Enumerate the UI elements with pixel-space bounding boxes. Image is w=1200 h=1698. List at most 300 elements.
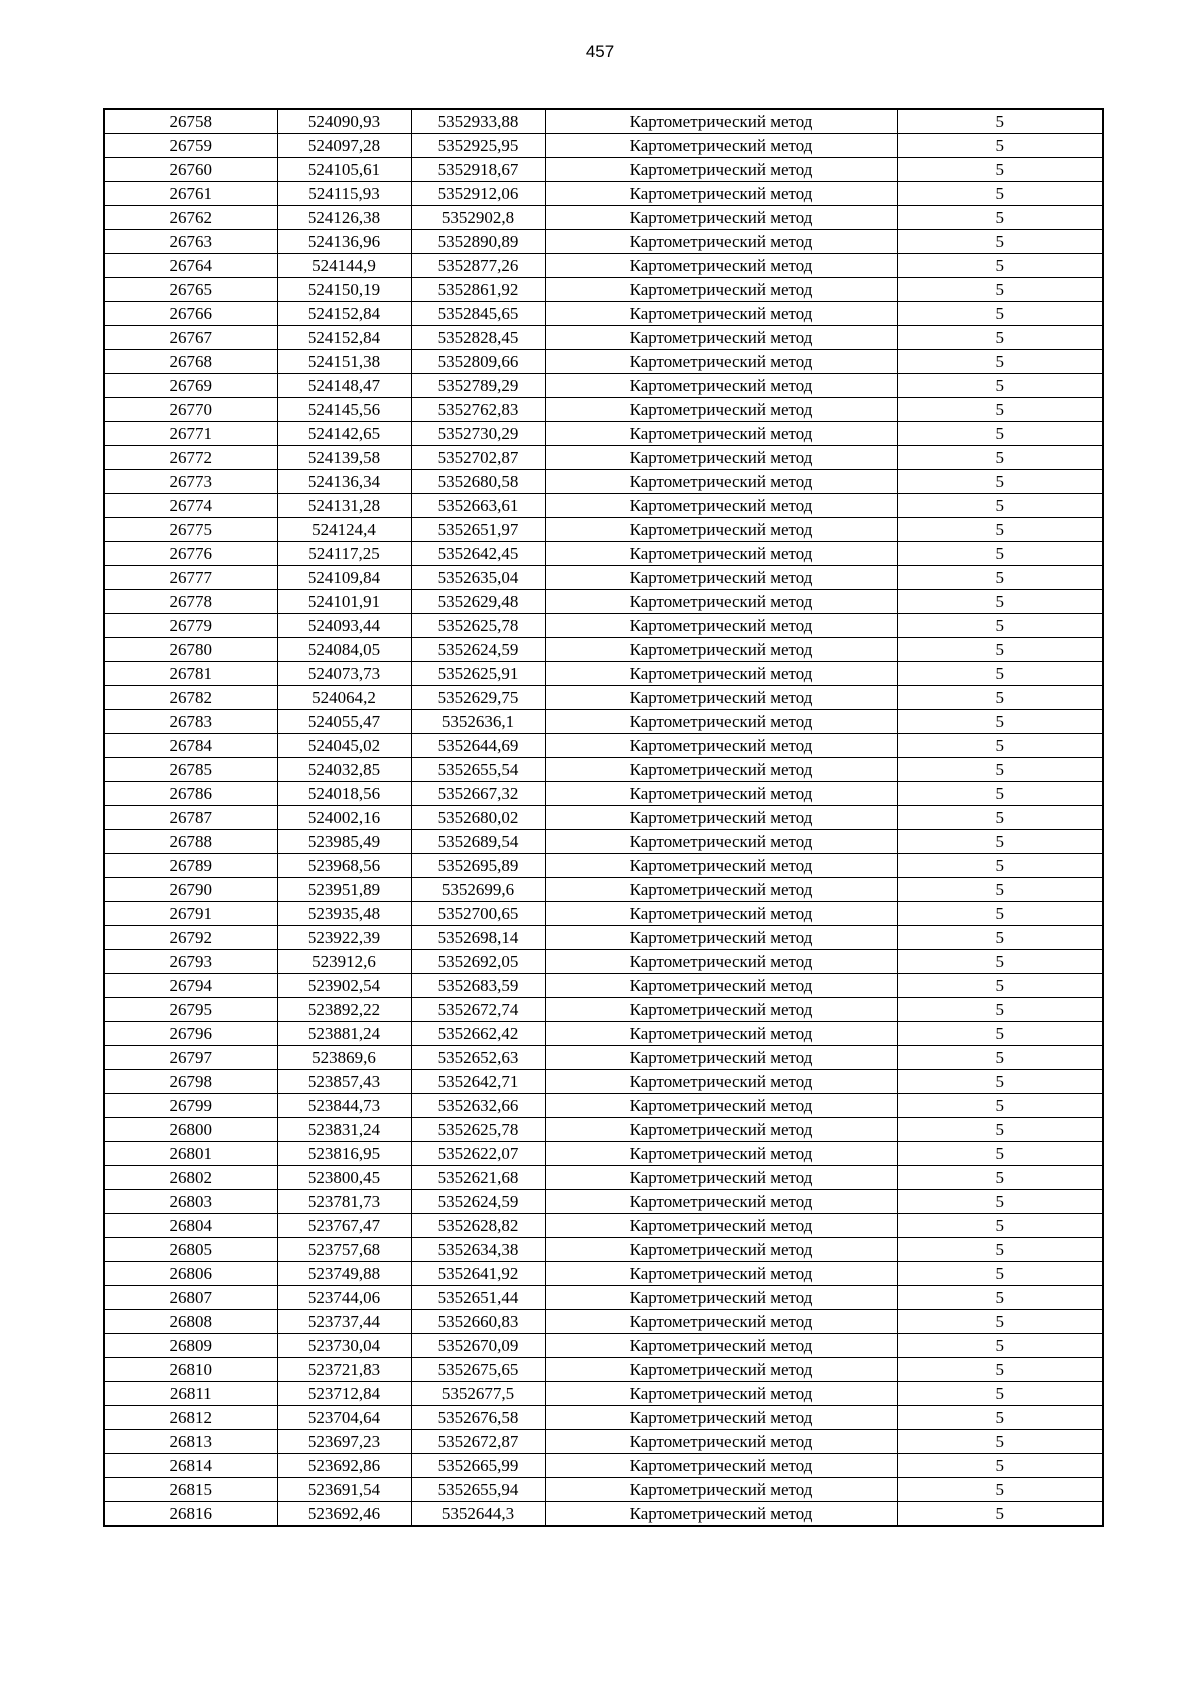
point-number-cell: 26770 [104, 398, 277, 422]
accuracy-cell: 5 [897, 158, 1103, 182]
method-cell: Картометрический метод [545, 1238, 897, 1262]
method-cell: Картометрический метод [545, 1406, 897, 1430]
y-coordinate-cell: 5352672,74 [411, 998, 545, 1022]
method-cell: Картометрический метод [545, 878, 897, 902]
x-coordinate-cell: 523697,23 [277, 1430, 411, 1454]
y-coordinate-cell: 5352642,71 [411, 1070, 545, 1094]
y-coordinate-cell: 5352667,32 [411, 782, 545, 806]
table-row [104, 1022, 1103, 1046]
y-coordinate-cell: 5352628,82 [411, 1214, 545, 1238]
method-cell: Картометрический метод [545, 1358, 897, 1382]
y-coordinate-cell: 5352665,99 [411, 1454, 545, 1478]
method-cell: Картометрический метод [545, 158, 897, 182]
table-row [104, 614, 1103, 638]
table-row [104, 1142, 1103, 1166]
method-cell: Картометрический метод [545, 1502, 897, 1527]
accuracy-cell: 5 [897, 446, 1103, 470]
y-coordinate-cell: 5352624,59 [411, 638, 545, 662]
method-cell: Картометрический метод [545, 806, 897, 830]
table-row [104, 542, 1103, 566]
method-cell: Картометрический метод [545, 1070, 897, 1094]
y-coordinate-cell: 5352675,65 [411, 1358, 545, 1382]
x-coordinate-cell: 524064,2 [277, 686, 411, 710]
table-row [104, 998, 1103, 1022]
table-row [104, 374, 1103, 398]
y-coordinate-cell: 5352918,67 [411, 158, 545, 182]
x-coordinate-cell: 524126,38 [277, 206, 411, 230]
point-number-cell: 26784 [104, 734, 277, 758]
accuracy-cell: 5 [897, 326, 1103, 350]
table-row [104, 1046, 1103, 1070]
y-coordinate-cell: 5352828,45 [411, 326, 545, 350]
y-coordinate-cell: 5352663,61 [411, 494, 545, 518]
accuracy-cell: 5 [897, 854, 1103, 878]
coordinates-table-body [104, 109, 1103, 1526]
accuracy-cell: 5 [897, 1406, 1103, 1430]
x-coordinate-cell: 523692,86 [277, 1454, 411, 1478]
method-cell: Картометрический метод [545, 1262, 897, 1286]
table-row [104, 662, 1103, 686]
y-coordinate-cell: 5352655,94 [411, 1478, 545, 1502]
point-number-cell: 26813 [104, 1430, 277, 1454]
y-coordinate-cell: 5352680,58 [411, 470, 545, 494]
table-row [104, 446, 1103, 470]
accuracy-cell: 5 [897, 686, 1103, 710]
point-number-cell: 26777 [104, 566, 277, 590]
x-coordinate-cell: 524117,25 [277, 542, 411, 566]
x-coordinate-cell: 524152,84 [277, 302, 411, 326]
accuracy-cell: 5 [897, 230, 1103, 254]
point-number-cell: 26800 [104, 1118, 277, 1142]
method-cell: Картометрический метод [545, 134, 897, 158]
point-number-cell: 26801 [104, 1142, 277, 1166]
table-row [104, 422, 1103, 446]
y-coordinate-cell: 5352762,83 [411, 398, 545, 422]
table-row [104, 1238, 1103, 1262]
method-cell: Картометрический метод [545, 1454, 897, 1478]
y-coordinate-cell: 5352809,66 [411, 350, 545, 374]
y-coordinate-cell: 5352625,78 [411, 1118, 545, 1142]
method-cell: Картометрический метод [545, 1046, 897, 1070]
point-number-cell: 26768 [104, 350, 277, 374]
method-cell: Картометрический метод [545, 518, 897, 542]
x-coordinate-cell: 523730,04 [277, 1334, 411, 1358]
table-row [104, 734, 1103, 758]
x-coordinate-cell: 523691,54 [277, 1478, 411, 1502]
y-coordinate-cell: 5352670,09 [411, 1334, 545, 1358]
accuracy-cell: 5 [897, 182, 1103, 206]
x-coordinate-cell: 524090,93 [277, 109, 411, 134]
point-number-cell: 26797 [104, 1046, 277, 1070]
method-cell: Картометрический метод [545, 1214, 897, 1238]
y-coordinate-cell: 5352789,29 [411, 374, 545, 398]
accuracy-cell: 5 [897, 1070, 1103, 1094]
y-coordinate-cell: 5352629,75 [411, 686, 545, 710]
accuracy-cell: 5 [897, 662, 1103, 686]
point-number-cell: 26787 [104, 806, 277, 830]
table-row [104, 926, 1103, 950]
point-number-cell: 26807 [104, 1286, 277, 1310]
method-cell: Картометрический метод [545, 182, 897, 206]
x-coordinate-cell: 524018,56 [277, 782, 411, 806]
method-cell: Картометрический метод [545, 854, 897, 878]
page-number: 457 [585, 42, 615, 61]
accuracy-cell: 5 [897, 1214, 1103, 1238]
x-coordinate-cell: 524115,93 [277, 182, 411, 206]
table-row [104, 782, 1103, 806]
x-coordinate-cell: 524142,65 [277, 422, 411, 446]
x-coordinate-cell: 524084,05 [277, 638, 411, 662]
method-cell: Картометрический метод [545, 278, 897, 302]
point-number-cell: 26810 [104, 1358, 277, 1382]
method-cell: Картометрический метод [545, 230, 897, 254]
x-coordinate-cell: 523869,6 [277, 1046, 411, 1070]
accuracy-cell: 5 [897, 350, 1103, 374]
method-cell: Картометрический метод [545, 1430, 897, 1454]
point-number-cell: 26760 [104, 158, 277, 182]
x-coordinate-cell: 523816,95 [277, 1142, 411, 1166]
accuracy-cell: 5 [897, 830, 1103, 854]
accuracy-cell: 5 [897, 1118, 1103, 1142]
method-cell: Картометрический метод [545, 638, 897, 662]
x-coordinate-cell: 524002,16 [277, 806, 411, 830]
method-cell: Картометрический метод [545, 422, 897, 446]
y-coordinate-cell: 5352890,89 [411, 230, 545, 254]
point-number-cell: 26764 [104, 254, 277, 278]
coordinates-table [103, 108, 1104, 1527]
accuracy-cell: 5 [897, 470, 1103, 494]
point-number-cell: 26783 [104, 710, 277, 734]
table-row [104, 566, 1103, 590]
point-number-cell: 26792 [104, 926, 277, 950]
y-coordinate-cell: 5352845,65 [411, 302, 545, 326]
x-coordinate-cell: 523757,68 [277, 1238, 411, 1262]
table-row [104, 1262, 1103, 1286]
accuracy-cell: 5 [897, 806, 1103, 830]
y-coordinate-cell: 5352702,87 [411, 446, 545, 470]
y-coordinate-cell: 5352689,54 [411, 830, 545, 854]
point-number-cell: 26793 [104, 950, 277, 974]
table-row [104, 590, 1103, 614]
accuracy-cell: 5 [897, 734, 1103, 758]
point-number-cell: 26786 [104, 782, 277, 806]
x-coordinate-cell: 524105,61 [277, 158, 411, 182]
accuracy-cell: 5 [897, 422, 1103, 446]
accuracy-cell: 5 [897, 590, 1103, 614]
table-row [104, 638, 1103, 662]
accuracy-cell: 5 [897, 1166, 1103, 1190]
accuracy-cell: 5 [897, 302, 1103, 326]
table-row [104, 950, 1103, 974]
accuracy-cell: 5 [897, 542, 1103, 566]
method-cell: Картометрический метод [545, 374, 897, 398]
table-row [104, 398, 1103, 422]
point-number-cell: 26808 [104, 1310, 277, 1334]
y-coordinate-cell: 5352634,38 [411, 1238, 545, 1262]
table-row [104, 278, 1103, 302]
accuracy-cell: 5 [897, 134, 1103, 158]
accuracy-cell: 5 [897, 1502, 1103, 1527]
x-coordinate-cell: 524136,96 [277, 230, 411, 254]
x-coordinate-cell: 523892,22 [277, 998, 411, 1022]
x-coordinate-cell: 523912,6 [277, 950, 411, 974]
table-row [104, 302, 1103, 326]
table-row [104, 350, 1103, 374]
point-number-cell: 26771 [104, 422, 277, 446]
y-coordinate-cell: 5352624,59 [411, 1190, 545, 1214]
y-coordinate-cell: 5352644,69 [411, 734, 545, 758]
y-coordinate-cell: 5352651,97 [411, 518, 545, 542]
y-coordinate-cell: 5352655,54 [411, 758, 545, 782]
x-coordinate-cell: 523800,45 [277, 1166, 411, 1190]
table-row [104, 158, 1103, 182]
accuracy-cell: 5 [897, 1478, 1103, 1502]
x-coordinate-cell: 524109,84 [277, 566, 411, 590]
x-coordinate-cell: 523922,39 [277, 926, 411, 950]
y-coordinate-cell: 5352692,05 [411, 950, 545, 974]
point-number-cell: 26804 [104, 1214, 277, 1238]
x-coordinate-cell: 523844,73 [277, 1094, 411, 1118]
accuracy-cell: 5 [897, 926, 1103, 950]
point-number-cell: 26759 [104, 134, 277, 158]
point-number-cell: 26812 [104, 1406, 277, 1430]
point-number-cell: 26776 [104, 542, 277, 566]
table-row [104, 230, 1103, 254]
y-coordinate-cell: 5352698,14 [411, 926, 545, 950]
method-cell: Картометрический метод [545, 1142, 897, 1166]
x-coordinate-cell: 524045,02 [277, 734, 411, 758]
point-number-cell: 26816 [104, 1502, 277, 1527]
y-coordinate-cell: 5352700,65 [411, 902, 545, 926]
accuracy-cell: 5 [897, 902, 1103, 926]
y-coordinate-cell: 5352861,92 [411, 278, 545, 302]
x-coordinate-cell: 523857,43 [277, 1070, 411, 1094]
method-cell: Картометрический метод [545, 758, 897, 782]
x-coordinate-cell: 523985,49 [277, 830, 411, 854]
method-cell: Картометрический метод [545, 1286, 897, 1310]
x-coordinate-cell: 523831,24 [277, 1118, 411, 1142]
x-coordinate-cell: 524124,4 [277, 518, 411, 542]
y-coordinate-cell: 5352651,44 [411, 1286, 545, 1310]
method-cell: Картометрический метод [545, 446, 897, 470]
table-row [104, 470, 1103, 494]
accuracy-cell: 5 [897, 1286, 1103, 1310]
method-cell: Картометрический метод [545, 1190, 897, 1214]
table-row [104, 109, 1103, 134]
method-cell: Картометрический метод [545, 302, 897, 326]
method-cell: Картометрический метод [545, 1382, 897, 1406]
method-cell: Картометрический метод [545, 614, 897, 638]
method-cell: Картометрический метод [545, 398, 897, 422]
point-number-cell: 26806 [104, 1262, 277, 1286]
method-cell: Картометрический метод [545, 206, 897, 230]
table-row [104, 1094, 1103, 1118]
table-row [104, 902, 1103, 926]
x-coordinate-cell: 524148,47 [277, 374, 411, 398]
point-number-cell: 26815 [104, 1478, 277, 1502]
method-cell: Картометрический метод [545, 494, 897, 518]
y-coordinate-cell: 5352635,04 [411, 566, 545, 590]
accuracy-cell: 5 [897, 398, 1103, 422]
table-row [104, 1166, 1103, 1190]
x-coordinate-cell: 523935,48 [277, 902, 411, 926]
point-number-cell: 26805 [104, 1238, 277, 1262]
point-number-cell: 26802 [104, 1166, 277, 1190]
accuracy-cell: 5 [897, 1310, 1103, 1334]
x-coordinate-cell: 523749,88 [277, 1262, 411, 1286]
table-row [104, 518, 1103, 542]
x-coordinate-cell: 524101,91 [277, 590, 411, 614]
x-coordinate-cell: 523951,89 [277, 878, 411, 902]
y-coordinate-cell: 5352625,78 [411, 614, 545, 638]
method-cell: Картометрический метод [545, 830, 897, 854]
accuracy-cell: 5 [897, 878, 1103, 902]
table-row [104, 1454, 1103, 1478]
x-coordinate-cell: 524055,47 [277, 710, 411, 734]
method-cell: Картометрический метод [545, 566, 897, 590]
point-number-cell: 26795 [104, 998, 277, 1022]
y-coordinate-cell: 5352644,3 [411, 1502, 545, 1527]
point-number-cell: 26814 [104, 1454, 277, 1478]
method-cell: Картометрический метод [545, 734, 897, 758]
point-number-cell: 26789 [104, 854, 277, 878]
y-coordinate-cell: 5352660,83 [411, 1310, 545, 1334]
x-coordinate-cell: 524152,84 [277, 326, 411, 350]
accuracy-cell: 5 [897, 566, 1103, 590]
point-number-cell: 26799 [104, 1094, 277, 1118]
x-coordinate-cell: 523781,73 [277, 1190, 411, 1214]
y-coordinate-cell: 5352677,5 [411, 1382, 545, 1406]
y-coordinate-cell: 5352877,26 [411, 254, 545, 278]
y-coordinate-cell: 5352695,89 [411, 854, 545, 878]
y-coordinate-cell: 5352632,66 [411, 1094, 545, 1118]
method-cell: Картометрический метод [545, 542, 897, 566]
point-number-cell: 26811 [104, 1382, 277, 1406]
accuracy-cell: 5 [897, 206, 1103, 230]
table-row [104, 1502, 1103, 1527]
x-coordinate-cell: 524150,19 [277, 278, 411, 302]
y-coordinate-cell: 5352662,42 [411, 1022, 545, 1046]
table-row [104, 206, 1103, 230]
y-coordinate-cell: 5352676,58 [411, 1406, 545, 1430]
accuracy-cell: 5 [897, 1430, 1103, 1454]
accuracy-cell: 5 [897, 1262, 1103, 1286]
table-row [104, 182, 1103, 206]
method-cell: Картометрический метод [545, 350, 897, 374]
accuracy-cell: 5 [897, 614, 1103, 638]
point-number-cell: 26790 [104, 878, 277, 902]
table-row [104, 1358, 1103, 1382]
x-coordinate-cell: 523692,46 [277, 1502, 411, 1527]
method-cell: Картометрический метод [545, 1022, 897, 1046]
table-row [104, 686, 1103, 710]
table-row [104, 710, 1103, 734]
accuracy-cell: 5 [897, 974, 1103, 998]
point-number-cell: 26772 [104, 446, 277, 470]
point-number-cell: 26779 [104, 614, 277, 638]
point-number-cell: 26765 [104, 278, 277, 302]
point-number-cell: 26791 [104, 902, 277, 926]
point-number-cell: 26785 [104, 758, 277, 782]
table-row [104, 326, 1103, 350]
point-number-cell: 26769 [104, 374, 277, 398]
accuracy-cell: 5 [897, 1046, 1103, 1070]
table-row [104, 878, 1103, 902]
x-coordinate-cell: 523968,56 [277, 854, 411, 878]
y-coordinate-cell: 5352625,91 [411, 662, 545, 686]
accuracy-cell: 5 [897, 710, 1103, 734]
point-number-cell: 26778 [104, 590, 277, 614]
accuracy-cell: 5 [897, 1358, 1103, 1382]
table-row [104, 806, 1103, 830]
method-cell: Картометрический метод [545, 1478, 897, 1502]
method-cell: Картометрический метод [545, 1166, 897, 1190]
x-coordinate-cell: 524073,73 [277, 662, 411, 686]
accuracy-cell: 5 [897, 1238, 1103, 1262]
table-row [104, 1118, 1103, 1142]
method-cell: Картометрический метод [545, 1334, 897, 1358]
table-row [104, 1430, 1103, 1454]
accuracy-cell: 5 [897, 638, 1103, 662]
y-coordinate-cell: 5352652,63 [411, 1046, 545, 1070]
y-coordinate-cell: 5352683,59 [411, 974, 545, 998]
table-row [104, 1190, 1103, 1214]
point-number-cell: 26766 [104, 302, 277, 326]
method-cell: Картометрический метод [545, 590, 897, 614]
accuracy-cell: 5 [897, 374, 1103, 398]
accuracy-cell: 5 [897, 1382, 1103, 1406]
point-number-cell: 26758 [104, 109, 277, 134]
table-row [104, 854, 1103, 878]
y-coordinate-cell: 5352699,6 [411, 878, 545, 902]
method-cell: Картометрический метод [545, 109, 897, 134]
point-number-cell: 26788 [104, 830, 277, 854]
table-row [104, 1382, 1103, 1406]
point-number-cell: 26775 [104, 518, 277, 542]
method-cell: Картометрический метод [545, 1094, 897, 1118]
x-coordinate-cell: 523721,83 [277, 1358, 411, 1382]
accuracy-cell: 5 [897, 758, 1103, 782]
x-coordinate-cell: 523744,06 [277, 1286, 411, 1310]
y-coordinate-cell: 5352925,95 [411, 134, 545, 158]
method-cell: Картометрический метод [545, 926, 897, 950]
table-row [104, 1286, 1103, 1310]
x-coordinate-cell: 524136,34 [277, 470, 411, 494]
table-row [104, 1070, 1103, 1094]
point-number-cell: 26762 [104, 206, 277, 230]
y-coordinate-cell: 5352730,29 [411, 422, 545, 446]
x-coordinate-cell: 523902,54 [277, 974, 411, 998]
x-coordinate-cell: 524097,28 [277, 134, 411, 158]
point-number-cell: 26798 [104, 1070, 277, 1094]
table-row [104, 1310, 1103, 1334]
method-cell: Картометрический метод [545, 686, 897, 710]
accuracy-cell: 5 [897, 1022, 1103, 1046]
accuracy-cell: 5 [897, 494, 1103, 518]
accuracy-cell: 5 [897, 278, 1103, 302]
accuracy-cell: 5 [897, 109, 1103, 134]
accuracy-cell: 5 [897, 950, 1103, 974]
accuracy-cell: 5 [897, 1334, 1103, 1358]
accuracy-cell: 5 [897, 1454, 1103, 1478]
x-coordinate-cell: 524144,9 [277, 254, 411, 278]
x-coordinate-cell: 523712,84 [277, 1382, 411, 1406]
table-row [104, 1406, 1103, 1430]
y-coordinate-cell: 5352641,92 [411, 1262, 545, 1286]
y-coordinate-cell: 5352629,48 [411, 590, 545, 614]
x-coordinate-cell: 524151,38 [277, 350, 411, 374]
method-cell: Картометрический метод [545, 710, 897, 734]
